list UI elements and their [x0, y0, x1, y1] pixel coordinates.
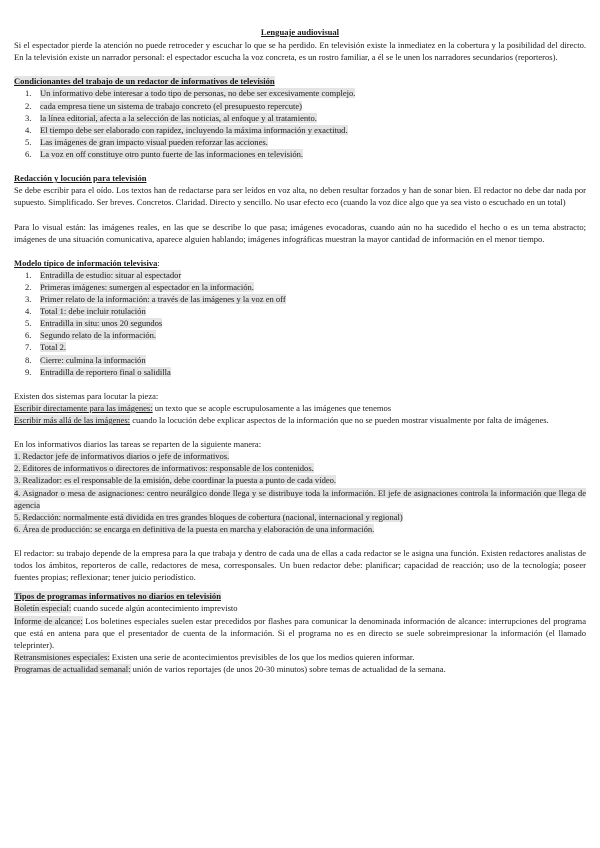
program-item: Retransmisiones especiales: Existen una serie de acontecimientos previsibles de los que los medios quieren informar.: [14, 651, 415, 662]
list-item: 5. Entradilla in situ: unos 20 segundos: [25, 318, 163, 329]
tasks-lead: En los informativos diarios las tareas se reparten de la siguiente manera:: [14, 439, 262, 450]
list-item: 1. Un informativo debe interesar a todo tipo de personas, no debe ser excesivamente complejo.: [25, 88, 356, 99]
system-images-label: Escribir directamente para las imágenes:: [14, 402, 153, 413]
list-item: 9. Entradilla de reportero final o salidilla: [25, 366, 171, 377]
list-item: 4. El tiempo debe ser elaborado con rapidez, incluyendo la máxima información y exactitud.: [25, 124, 348, 135]
model-list: [14, 269, 586, 378]
editor-paragraph: El redactor: su trabajo depende de la empresa para la que trabaja y dentro de cada una de ellas a cada redactor se le asigna una función. Existen redactores analistas de todos los ámbitos, reporteros de calle, redactores de mesa, corresponsales. Un buen redactor debe: planificar; capacidad de reacción; uso de la tecnología; poseer fuentes propias; reflexionar; tener juicio periodístico.: [14, 548, 586, 583]
program-item: Programas de actualidad semanal: unión de varios reportajes (de unos 20-30 minutos) sobre temas de actualidad de la semana.: [14, 663, 446, 674]
conditions-heading-text: Condicionantes del trabajo de un redactor de informativos de televisión: [14, 76, 275, 87]
document-page: [14, 26, 586, 675]
program-item: Boletín especial: cuando sucede algún acontecimiento imprevisto: [14, 603, 238, 614]
list-item: 1. Entradilla de estudio: situar al espectador: [25, 269, 182, 280]
system-beyond: Escribir más allá de las imágenes: cuando la locución debe explicar aspectos de la información que no se pueden mostrar visualmente por falta de imágenes.: [14, 415, 549, 425]
list-item: 6. Segundo relato de la información.: [25, 330, 157, 341]
section-conditions-heading: [14, 75, 586, 87]
document-title: Lenguaje audiovisual: [260, 27, 340, 37]
list-item: 1. Redactor jefe de informativos diarios o jefe de informativos.: [14, 451, 230, 462]
list-item: 3. la línea editorial, afecta a la selección de las noticias, al enfoque y al tratamiento.: [25, 112, 317, 123]
programs-heading-text: Tipos de programas informativos no diarios en televisión: [14, 591, 221, 602]
list-item: 3. Realizador: es el responsable de la emisión, debe coordinar la puesta a punto de cada vídeo.: [14, 475, 337, 486]
list-item: 2. Primeras imágenes: sumergen al espectador en la información.: [25, 281, 254, 292]
list-item: 2. Editores de informativos o directores de informativos: responsable de los contenidos.: [14, 463, 314, 474]
writing-heading-text: Redacción y locución para televisión: [14, 173, 147, 184]
program-item: Informe de alcance: Los boletines especiales suelen estar precedidos por flashes para comunicar la denominada información de alcance: interrupciones del programa que está en antena para que el presentador de cuenta de la información. Si el programa no es en directo se suele sobreimpresionar la información (el llamado teleprinter).: [14, 615, 586, 650]
list-item: 4. Asignador o mesa de asignaciones: centro neurálgico donde llega y se distribuye toda la información. El jefe de asignaciones controla la información que llega de agencia: [14, 487, 586, 510]
list-item: 8. Cierre: culmina la información: [25, 354, 146, 365]
section-writing-heading: [14, 172, 586, 184]
writing-paragraph: Se debe escribir para el oído. Los textos han de redactarse para ser leídos en voz alta, no deben resultar forzados y han de sonar bien. El redactor no debe dar nada por supuesto. Simplificado. Ser breves. Concretos. Claridad. Directo y sencillo. No usar efecto eco (cuando la voz dice algo que ya sea visto o escuchado en un total): [14, 185, 586, 208]
list-item: 3. Primer relato de la información: a través de las imágenes y la voz en off: [25, 294, 286, 305]
conditions-list: [14, 87, 586, 160]
list-item: 6. Área de producción: se encarga en definitiva de la puesta en marcha y elaboración de una información.: [14, 523, 375, 534]
system-beyond-label: Escribir más allá de las imágenes:: [14, 415, 131, 425]
systems-lead: Existen dos sistemas para locutar la pieza:: [14, 390, 159, 401]
section-programs-heading: [14, 590, 586, 602]
list-item: 7. Total 2.: [25, 342, 66, 353]
visual-paragraph: Para lo visual están: las imágenes reales, en las que se describe lo que pasa; imágenes evocadoras, cuando aún no ha sucedido el hecho o es un tema abstracto; imágenes de una situación comunicativa, aparece alguien hablando; imágenes infográficas muestran la mayor cantidad de información en el menor tiempo.: [14, 221, 586, 244]
list-item: 5. Redacción: normalmente está dividida en tres grandes bloques de cobertura (nacional, internacional y regional): [14, 511, 403, 522]
list-item: 4. Total 1: debe incluir rotulación: [25, 306, 146, 317]
intro-paragraph: Si el espectador pierde la atención no puede retroceder y escuchar lo que se ha perdido. En televisión existe la inmediatez en la cobertura y la posibilidad del directo. En la televisión existe un narrador personal: el espectador escucha la voz concreta, es un rostro familiar, a él se le unen los narradores secundarios (reporteros).: [14, 40, 586, 63]
list-item: 2. cada empresa tiene un sistema de trabajo concreto (el presupuesto repercute): [25, 100, 302, 111]
list-item: 5. Las imágenes de gran impacto visual pueden reforzar las acciones.: [25, 136, 268, 147]
model-heading-text: Modelo típico de información televisiva: [14, 257, 158, 268]
section-model-heading: Modelo típico de información televisiva:: [14, 257, 160, 268]
system-images: Escribir directamente para las imágenes: un texto que se acople escrupulosamente a las imágenes que tenemos: [14, 402, 392, 413]
list-item: 6. La voz en off constituye otro punto fuerte de las informaciones en televisión.: [25, 148, 304, 159]
